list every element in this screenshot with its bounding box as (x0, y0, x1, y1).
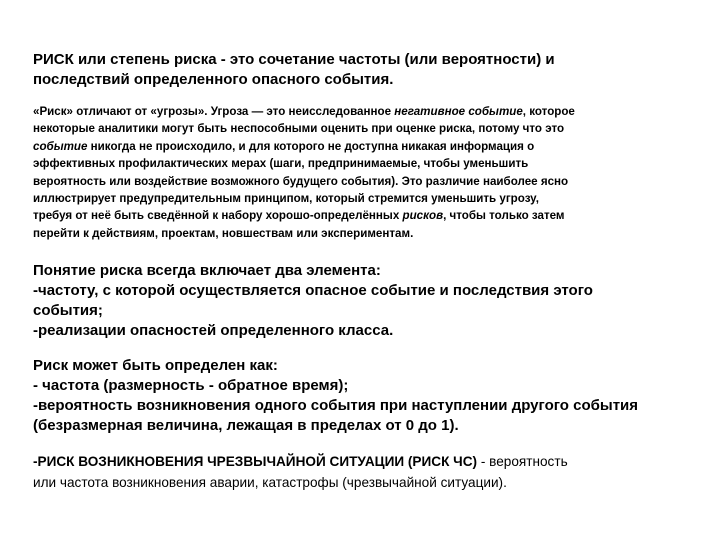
elements-line-4: -реализации опасностей определенного класса. (33, 322, 394, 339)
definition-line-1: РИСК или степень риска - это сочетание частоты (или вероятности) и (33, 51, 555, 68)
threat-italic-event: событие (33, 139, 88, 153)
risk-elements-paragraph (33, 261, 693, 341)
risk-definition-paragraph (33, 50, 693, 90)
defined-line-1: Риск может быть определен как: (33, 357, 278, 374)
defined-line-2: - частота (размерность - обратное время); (33, 377, 349, 394)
risk-vs-threat-paragraph (33, 103, 693, 242)
defined-line-3: -вероятность возникновения одного события при наступлении другого события (33, 397, 639, 414)
threat-line-8: перейти к действиям, проектам, новшествам или экспериментам. (33, 226, 414, 240)
threat-line-7 (33, 207, 693, 224)
threat-text: , чтобы только затем (443, 209, 565, 223)
threat-text: , которое (522, 105, 575, 118)
threat-line-2: некоторые аналитики могут быть неспособными оценить при оценке риска, потому что это (33, 122, 565, 136)
threat-line-5: вероятность или воздействие возможного будущего события). Это различие наиболее ясно (33, 174, 569, 188)
threat-italic-risks: рисков (402, 209, 444, 223)
threat-line-6: иллюстрирует предупредительным принципом, который стремится уменьшить угрозу, (33, 192, 539, 206)
threat-line-1 (33, 103, 693, 120)
definition-line-2: последствий определенного опасного события. (33, 71, 394, 88)
threat-line-3 (33, 138, 693, 155)
emergency-line-1 (33, 451, 693, 472)
threat-text: никогда не происходило, и для которого не доступна никакая информация о (87, 139, 535, 153)
threat-text: «Риск» отличают от «угрозы». Угроза — это неисследованное (33, 105, 395, 118)
emergency-line-2: или частота возникновения аварии, катастрофы (чрезвычайной ситуации). (33, 475, 507, 490)
emergency-risk-paragraph (33, 451, 693, 493)
elements-line-1: Понятие риска всегда включает два элемента: (33, 262, 381, 279)
risk-defined-as-paragraph (33, 356, 693, 436)
threat-text: требуя от неё быть сведённой к набору хорошо-определённых (33, 209, 403, 223)
elements-line-3: события; (33, 302, 103, 319)
defined-line-4: (безразмерная величина, лежащая в пределах от 0 до 1). (33, 417, 459, 434)
emergency-term: -РИСК ВОЗНИКНОВЕНИЯ ЧРЕЗВЫЧАЙНОЙ СИТУАЦИИ (РИСК ЧС) (33, 454, 478, 469)
emergency-definition-start: - вероятность (477, 454, 568, 469)
elements-line-2: -частоту, с которой осуществляется опасное событие и последствия этого (33, 282, 593, 299)
threat-italic-negative-event: негативное событие (394, 105, 523, 118)
threat-line-4: эффективных профилактических мерах (шаги, предпринимаемые, чтобы уменьшить (33, 157, 529, 171)
